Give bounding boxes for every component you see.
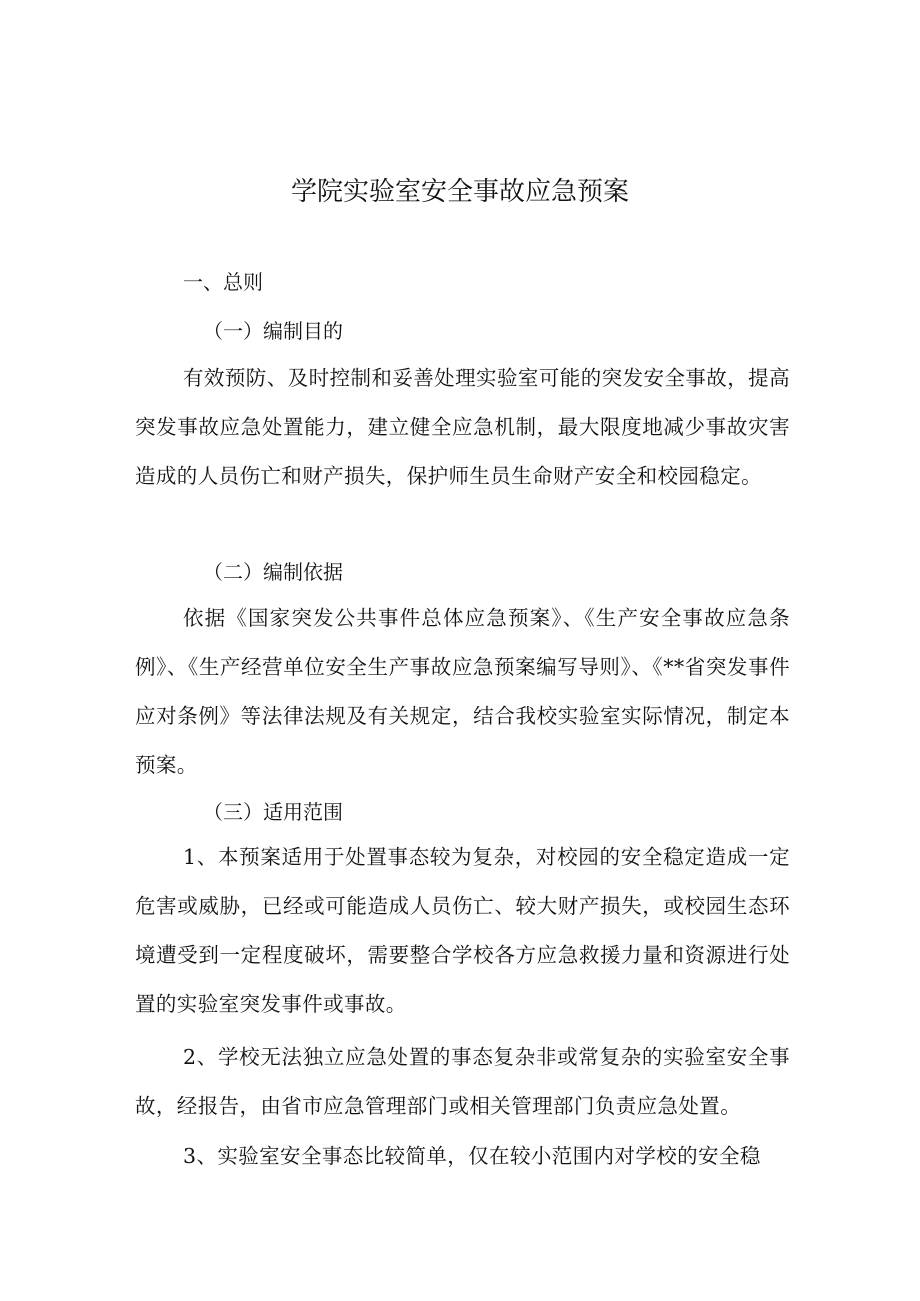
subsection-heading-basis: （二）编制依据 — [203, 560, 343, 584]
paragraph-scope-item-2: 2、学校无法独立应急处置的事态复杂非或常复杂的实验室安全事故，经报告，由省市应急管理部门或相关管理部门负责应急处置。 — [135, 1045, 790, 1118]
section-heading-general: 一、总则 — [183, 270, 263, 294]
subsection-heading-scope: （三）适用范围 — [203, 800, 343, 824]
paragraph-purpose: 有效预防、及时控制和妥善处理实验室可能的突发安全事故，提高突发事故应急处置能力，建立健全应急机制，最大限度地减少事故灾害造成的人员伤亡和财产损失，保护师生员生命财产安全和校园稳定。 — [135, 366, 790, 488]
paragraph-scope-item-3: 3、实验室安全事态比较简单，仅在较小范围内对学校的安全稳 — [183, 1144, 761, 1168]
paragraph-scope-item-1: 1、本预案适用于处置事态较为复杂，对校园的安全稳定造成一定危害或威胁，已经或可能造成人员伤亡、较大财产损失，或校园生态环境遭受到一定程度破坏，需要整合学校各方应急救援力量和资源进行处置的实验室突发事件或事故。 — [135, 845, 790, 1016]
document-title: 学院实验室安全事故应急预案 — [290, 177, 629, 207]
subsection-heading-purpose: （一）编制目的 — [203, 319, 343, 343]
paragraph-basis: 依据《国家突发公共事件总体应急预案》、《生产安全事故应急条例》、《生产经营单位安全生产事故应急预案编写导则》、《**省突发事件应对条例》等法律法规及有关规定，结合我校实验室实际情况，制定本预案。 — [135, 606, 790, 777]
